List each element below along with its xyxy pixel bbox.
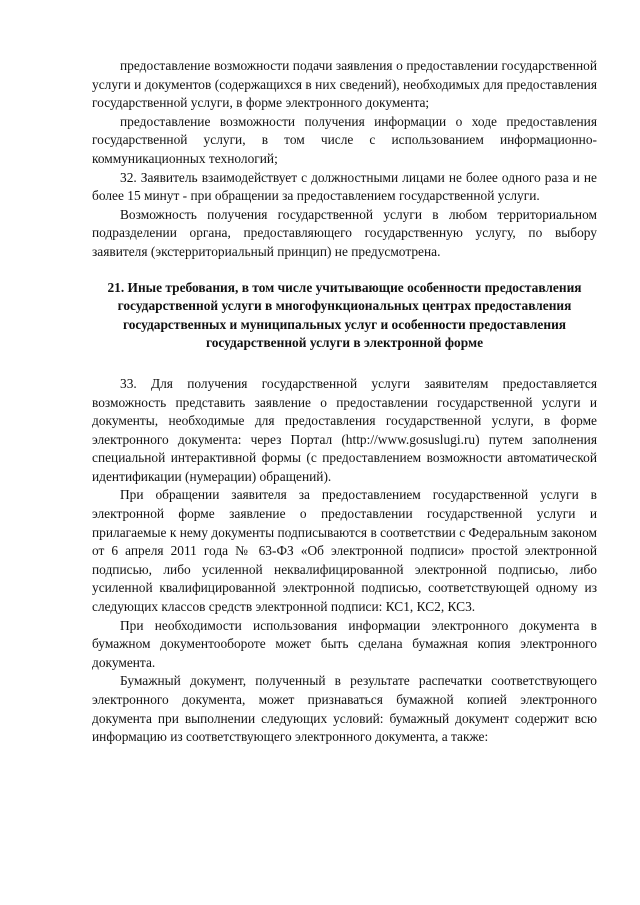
paragraph-extraterritorial-principle: Возможность получения государственной услуги в любом территориальном подразделении органа, предоставляющего государственную услугу, по выбору заявителя (экстерриториальный принцип) не предусмотрена. xyxy=(92,206,597,259)
document-page xyxy=(92,57,597,747)
paragraph-paper-copy: При необходимости использования информации электронного документа в бумажном документообороте может быть сделана бумажная копия электронного документа. xyxy=(92,617,597,670)
paragraph-paper-document-conditions: Бумажный документ, полученный в результате распечатки соответствующего электронного документа, может признаваться бумажной копией электронного документа при выполнении следующих условий: бумажный документ содержит всю информацию из соответствующего электронного документа, а также: xyxy=(92,673,597,745)
section-heading-21: 21. Иные требования, в том числе учитывающие особенности предоставления государственной услуги в многофункциональных центрах предоставления государственных и муниципальных услуг и особенности предоставления государственной услуги в электронной форме xyxy=(107,279,582,351)
paragraph-item-33: 33. Для получения государственной услуги заявителям предоставляется возможность представить заявление о предоставлении государственной услуги и документы, необходимые для предоставления государственной услуги, в форме электронного документа: через Портал (http://www.gosuslugi.ru) путем заполнения специальной интерактивной формы (с предоставлением возможности автоматической идентификации (нумерации) обращений). xyxy=(92,375,597,484)
paragraph-electronic-signature: При обращении заявителя за предоставлением государственной услуги в электронной форме заявление о предоставлении государственной услуги и прилагаемые к нему документы подписываются в соответствии с Федеральным законом от 6 апреля 2011 года № 63-ФЗ «Об электронной подписи» простой электронной подписью, либо усиленной неквалифицированной электронной подписью, либо усиленной квалифицированной электронной подписью, соответствующей одному из следующих классов средств электронной подписи: КС1, КС2, КС3. xyxy=(92,487,597,615)
paragraph-item-32: 32. Заявитель взаимодействует с должностными лицами не более одного раза и не более 15 минут - при обращении за предоставлением государственной услуги. xyxy=(92,169,597,204)
paragraph-progress-information: предоставление возможности получения информации о ходе предоставления государственной услуги, в том числе с использованием информационно-коммуникационных технологий; xyxy=(92,113,597,166)
paragraph-electronic-submission: предоставление возможности подачи заявления о предоставлении государственной услуги и документов (содержащихся в них сведений), необходимых для предоставления государственной услуги, в форме электронного документа; xyxy=(92,58,597,111)
